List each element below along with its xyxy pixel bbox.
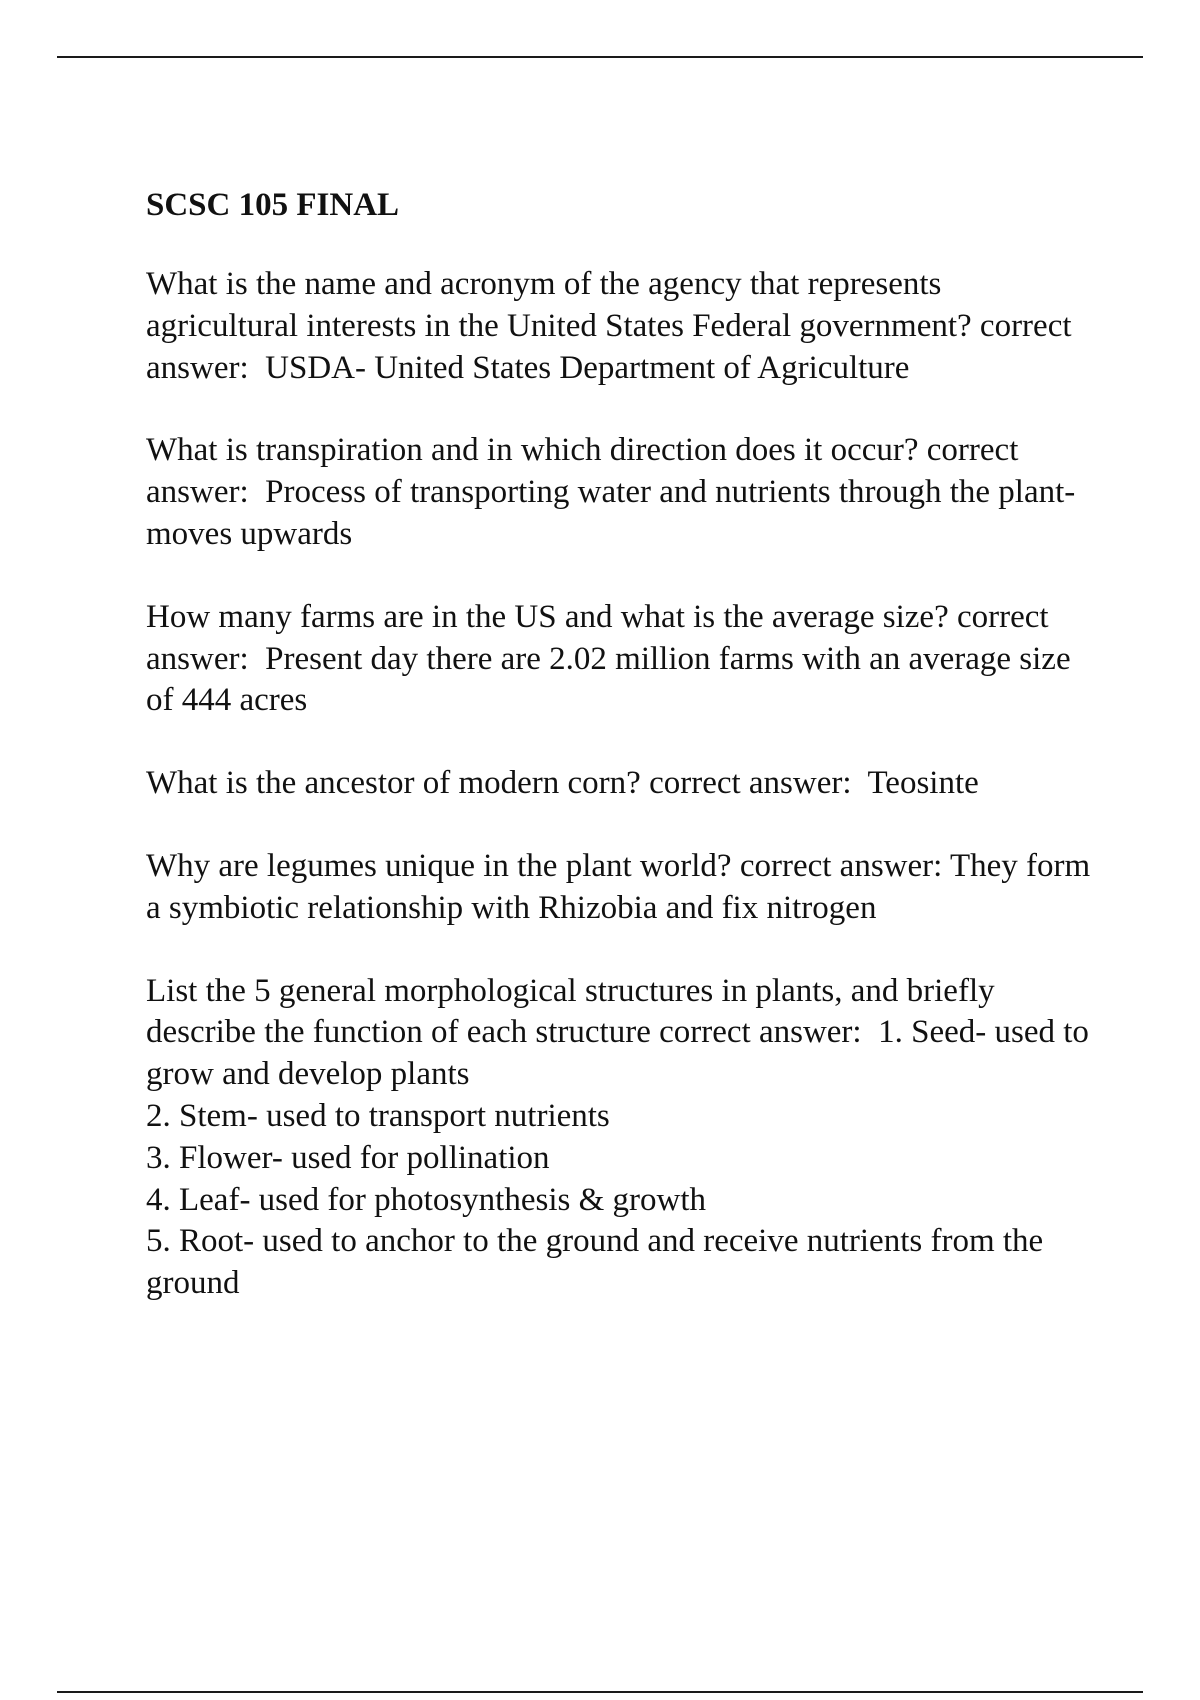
qa-item [146,597,1096,722]
list-item: 2. Stem- used to transport nutrients [146,1097,610,1134]
answer-text: Present day there are 2.02 million farms with an average size of 444 acres [146,640,1071,719]
answer-prefix: correct answer: [659,1014,862,1051]
answer-prefix: correct answer: [649,765,852,802]
answer-text: 1. Seed- used to grow and develop plants [146,1014,1089,1093]
top-divider [57,56,1143,58]
qa-item [146,971,1096,1305]
question-text: What is the ancestor of modern corn? [146,765,641,802]
answer-prefix: correct answer: [146,598,1049,677]
list-item: 3. Flower- used for pollination [146,1139,550,1176]
document-body [146,184,1096,1346]
answer-prefix: correct answer: [146,432,1019,511]
answer-text: USDA- United States Department of Agriculture [265,349,910,386]
answer-text: Teosinte [867,765,979,802]
question-text: Why are legumes unique in the plant world? [146,847,732,884]
answer-prefix: correct answer: [146,307,1072,386]
question-text: How many farms are in the US and what is the average size? [146,598,949,635]
question-text: List the 5 general morphological structures in plants, and briefly describe the function of each structure [146,972,995,1051]
list-item: 4. Leaf- used for photosynthesis & growth [146,1181,706,1218]
qa-item [146,264,1096,389]
question-text: What is the name and acronym of the agency that represents agricultural interests in the United States Federal government? [146,266,972,344]
question-text: What is transpiration and in which direction does it occur? [146,432,919,469]
list-item: 5. Root- used to anchor to the ground and receive nutrients from the ground [146,1223,1044,1302]
qa-item [146,430,1096,555]
qa-item [146,763,1096,805]
document-title: SCSC 105 FINAL [146,187,400,223]
answer-text: They form a symbiotic relationship with Rhizobia and fix nitrogen [146,847,1091,926]
answer-prefix: correct answer: [739,847,943,884]
qa-item [146,846,1096,930]
bottom-divider [57,1691,1143,1693]
answer-text: Process of transporting water and nutrients through the plant- moves upwards [146,474,1076,552]
